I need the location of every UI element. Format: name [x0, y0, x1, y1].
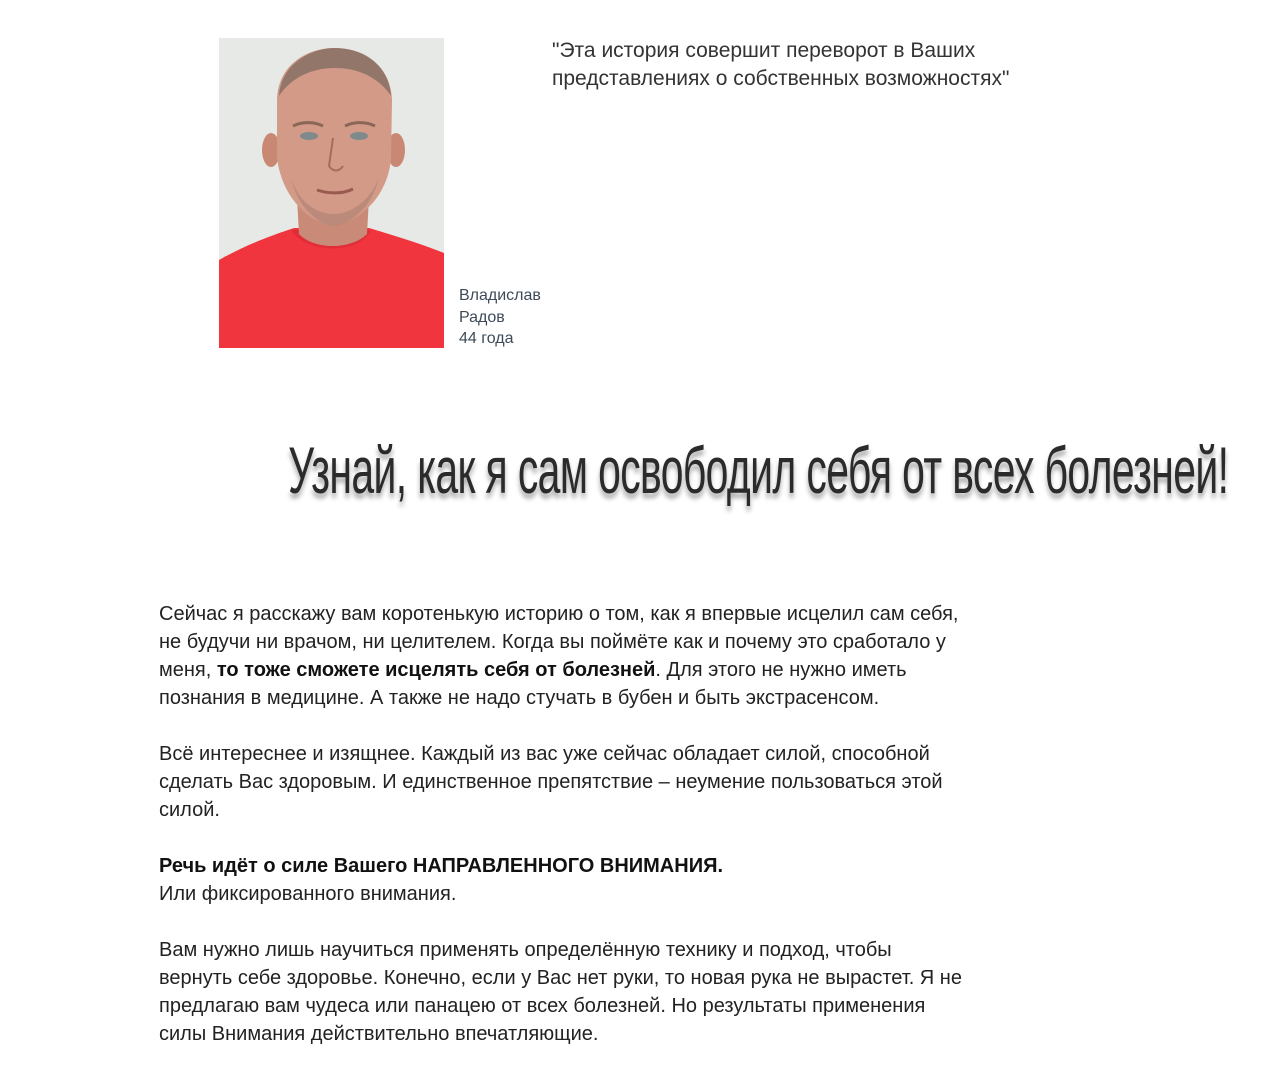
p1-line-3-pre: меня,	[159, 659, 217, 681]
quote-line-1: "Эта история совершит переворот в Ваших	[552, 39, 976, 62]
author-age: 44 года	[459, 330, 514, 347]
paragraph-2	[159, 740, 1149, 824]
p2-line-2: сделать Вас здоровым. И единственное препятствие – неумение пользоваться этой	[159, 771, 943, 793]
paragraph-1	[159, 600, 1149, 712]
p4-line-3: предлагаю вам чудеса или панацею от всех болезней. Но результаты применения	[159, 995, 926, 1017]
paragraph-3	[159, 852, 1149, 908]
p1-line-3	[159, 656, 1149, 684]
p1-bold-emphasis: то тоже сможете исцелять себя от болезней	[216, 659, 656, 681]
intro-quote	[552, 37, 1112, 93]
paragraph-4	[159, 936, 1149, 1048]
p1-line-4: познания в медицине. А также не надо стучать в бубен и быть экстрасенсом.	[159, 687, 880, 709]
p4-line-4: силы Внимания действительно впечатляющие.	[159, 1023, 599, 1045]
p3-line-2: Или фиксированного внимания.	[159, 883, 457, 905]
article-body	[159, 600, 1149, 1076]
p1-line-1: Сейчас я расскажу вам коротенькую историю о том, как я впервые исцелил сам себя,	[159, 603, 959, 625]
author-info	[459, 285, 541, 350]
author-first-name: Владислав	[459, 287, 541, 304]
portrait-illustration	[219, 38, 444, 348]
p4-line-1: Вам нужно лишь научиться применять определённую технику и подход, чтобы	[159, 939, 892, 961]
quote-line-2: представлениях о собственных возможностях"	[552, 67, 1010, 90]
p2-line-3: силой.	[159, 799, 220, 821]
page-headline: Узнай, как я сам освободил себя от всех болезней!	[288, 433, 1229, 507]
p1-line-2: не будучи ни врачом, ни целителем. Когда вы поймёте как и почему это сработало у	[159, 631, 946, 653]
p2-line-1: Всё интереснее и изящнее. Каждый из вас уже сейчас обладает силой, способной	[159, 743, 930, 765]
p3-bold-line: Речь идёт о силе Вашего НАПРАВЛЕННОГО ВНИМАНИЯ.	[159, 855, 723, 877]
p4-line-2: вернуть себе здоровье. Конечно, если у Вас нет руки, то новая рука не вырастет. Я не	[159, 967, 962, 989]
author-last-name: Радов	[459, 308, 505, 326]
p1-line-3-post: . Для этого не нужно иметь	[655, 659, 907, 681]
author-photo	[219, 38, 444, 348]
headline-container	[0, 428, 1268, 518]
